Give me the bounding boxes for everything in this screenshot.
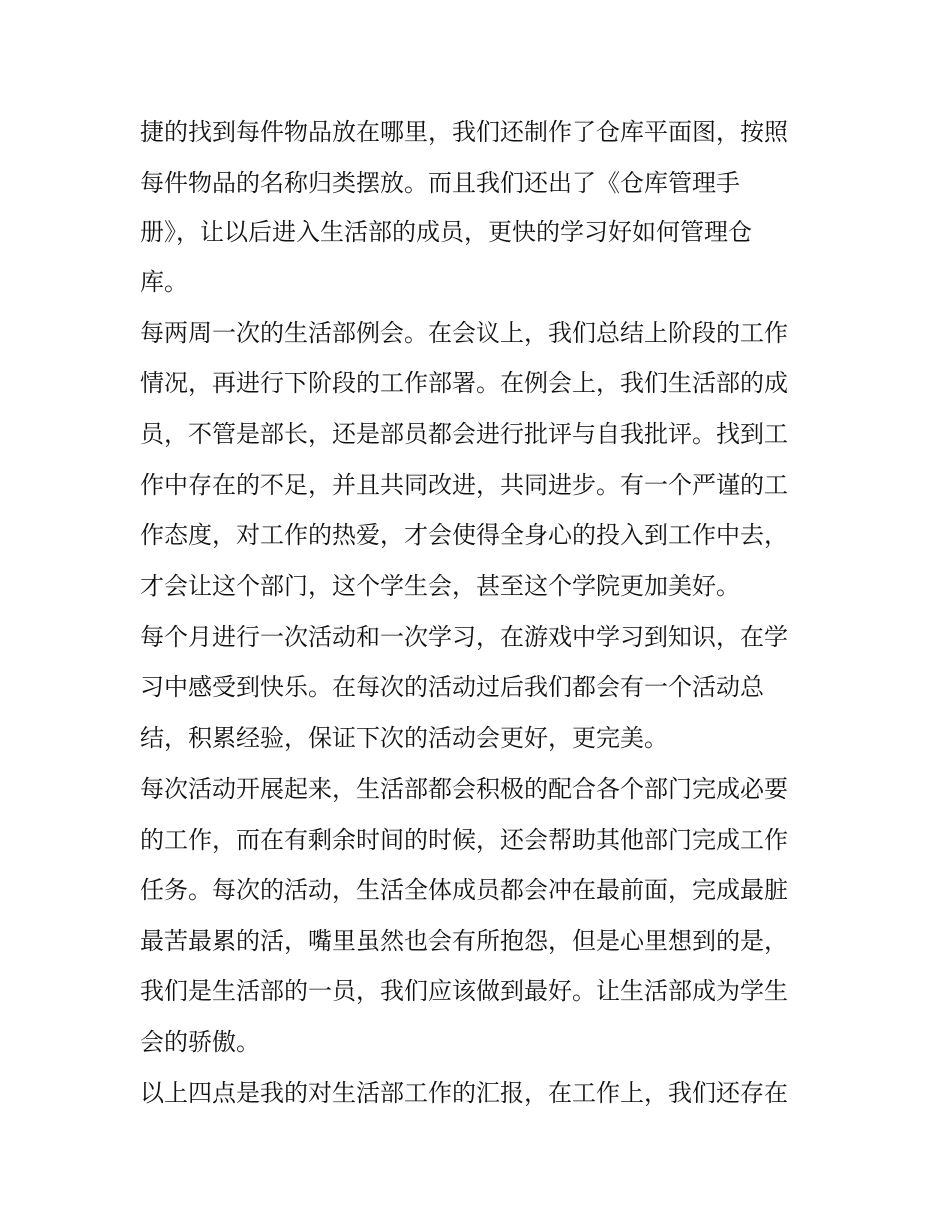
text-line: 最苦最累的活，嘴里虽然也会有所抱怨，但是心里想到的是， — [140, 927, 788, 955]
text-line: 习中感受到快乐。在每次的活动过后我们都会有一个活动总 — [140, 673, 764, 701]
text-line: 每个月进行一次活动和一次学习，在游戏中学习到知识，在学 — [140, 623, 788, 651]
text-line: 会的骄傲。 — [140, 1028, 260, 1056]
text-line: 库。 — [140, 268, 188, 296]
text-line: 每两周一次的生活部例会。在会议上，我们总结上阶段的工作 — [140, 319, 788, 347]
text-line: 员，不管是部长，还是部员都会进行批评与自我批评。找到工 — [140, 420, 788, 448]
text-line: 捷的找到每件物品放在哪里，我们还制作了仓库平面图，按照 — [140, 118, 788, 146]
text-line: 以上四点是我的对生活部工作的汇报，在工作上，我们还存在 — [140, 1079, 788, 1107]
text-line: 作态度，对工作的热爱，才会使得全身心的投入到工作中去， — [140, 521, 788, 549]
text-line: 结，积累经验，保证下次的活动会更好，更完美。 — [140, 724, 668, 752]
text-line: 任务。每次的活动，生活全体成员都会冲在最前面，完成最脏 — [140, 876, 788, 904]
text-line: 册》，让以后进入生活部的成员，更快的学习好如何管理仓 — [140, 218, 752, 246]
text-line: 的工作，而在有剩余时间的时候，还会帮助其他部门完成工作 — [140, 826, 788, 854]
text-line: 每件物品的名称归类摆放。而且我们还出了《仓库管理手 — [140, 169, 740, 197]
text-line: 每次活动开展起来，生活部都会积极的配合各个部门完成必要 — [140, 775, 788, 803]
text-line: 情况，再进行下阶段的工作部署。在例会上，我们生活部的成 — [140, 369, 788, 397]
text-line: 才会让这个部门，这个学生会，甚至这个学院更加美好。 — [140, 572, 740, 600]
text-line: 作中存在的不足，并且共同改进，共同进步。有一个严谨的工 — [140, 471, 788, 499]
text-line: 我们是生活部的一员，我们应该做到最好。让生活部成为学生 — [140, 977, 788, 1005]
